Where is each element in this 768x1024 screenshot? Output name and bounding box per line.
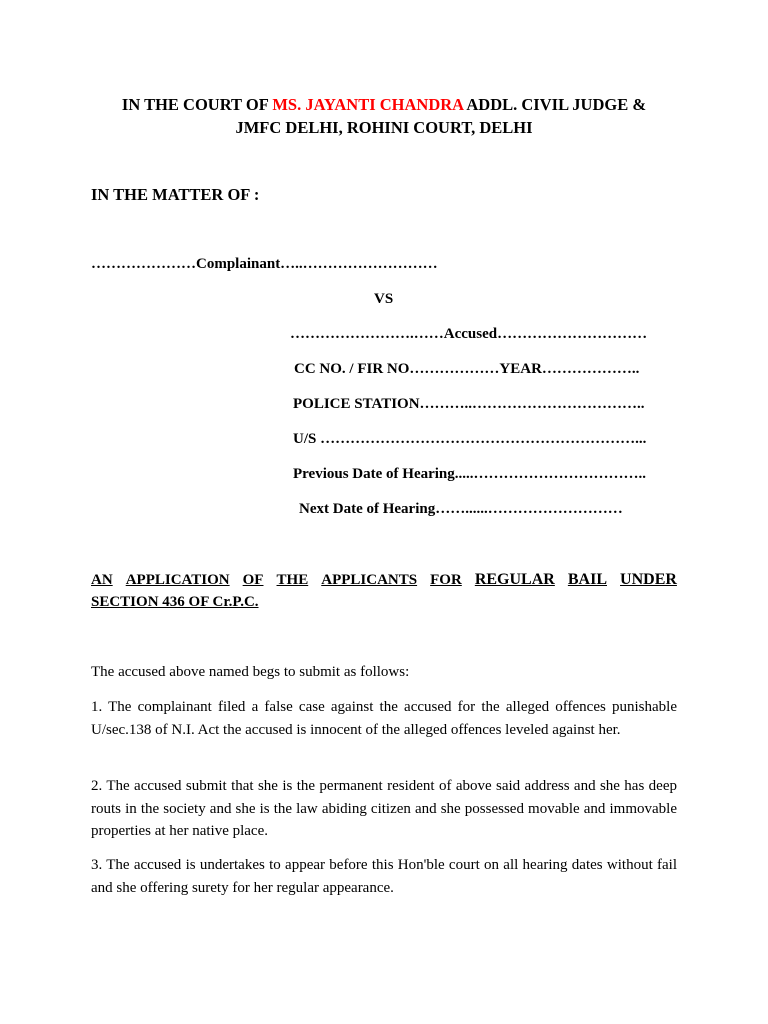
intro-paragraph: The accused above named begs to submit as follows:: [91, 664, 410, 680]
application-title: [91, 569, 677, 613]
court-heading: [60, 93, 708, 139]
accused-line: …………………….……Accused…………………………: [290, 326, 648, 342]
us-section-line: U/S ………………………………………………………...: [293, 431, 647, 447]
next-hearing-line: Next Date of Hearing……......………………………: [299, 501, 623, 517]
title-word: OF: [242, 572, 264, 588]
title-word: THE: [276, 572, 309, 588]
application-title-line1: [91, 569, 677, 591]
police-station-line: POLICE STATION………..……………………………..: [293, 396, 645, 412]
cc-fir-no-line: CC NO. / FIR NO………………YEAR………………..: [294, 361, 640, 377]
complainant-line: …………………Complainant…..………………………: [91, 256, 438, 272]
court-heading-line1: [60, 93, 708, 116]
court-heading-line2: JMFC DELHI, ROHINI COURT, DELHI: [235, 118, 533, 137]
title-word: FOR: [430, 572, 462, 588]
title-word: AN: [91, 572, 113, 588]
matter-heading: IN THE MATTER OF :: [91, 185, 260, 204]
title-word: APPLICATION: [125, 572, 230, 588]
title-word: REGULAR: [474, 571, 555, 588]
paragraph-1: 1. The complainant filed a false case against the accused for the alleged offences punishable U/sec.138 of N.I. Act the accused is innocent of the alleged offences leveled against her.: [91, 699, 677, 738]
previous-hearing-line: Previous Date of Hearing.....……………………………..: [293, 466, 647, 482]
paragraph-2: 2. The accused submit that she is the permanent resident of above said address and she has deep routs in the society and she is the law abiding citizen and she possessed movable and immovable properties at her native place.: [91, 778, 677, 839]
paragraph-3: 3. The accused is undertakes to appear before this Hon'ble court on all hearing dates without fail and she offering surety for her regular appearance.: [91, 857, 677, 896]
title-word: UNDER: [620, 571, 677, 588]
court-prefix: IN THE COURT OF: [121, 95, 269, 114]
court-suffix: ADDL. CIVIL JUDGE &: [466, 95, 647, 114]
title-word: APPLICANTS: [321, 572, 418, 588]
versus-label: VS: [374, 291, 394, 307]
title-word: BAIL: [567, 571, 607, 588]
application-title-line2: SECTION 436 OF Cr.P.C.: [91, 594, 259, 610]
judge-name: MS. JAYANTI CHANDRA: [272, 95, 464, 114]
